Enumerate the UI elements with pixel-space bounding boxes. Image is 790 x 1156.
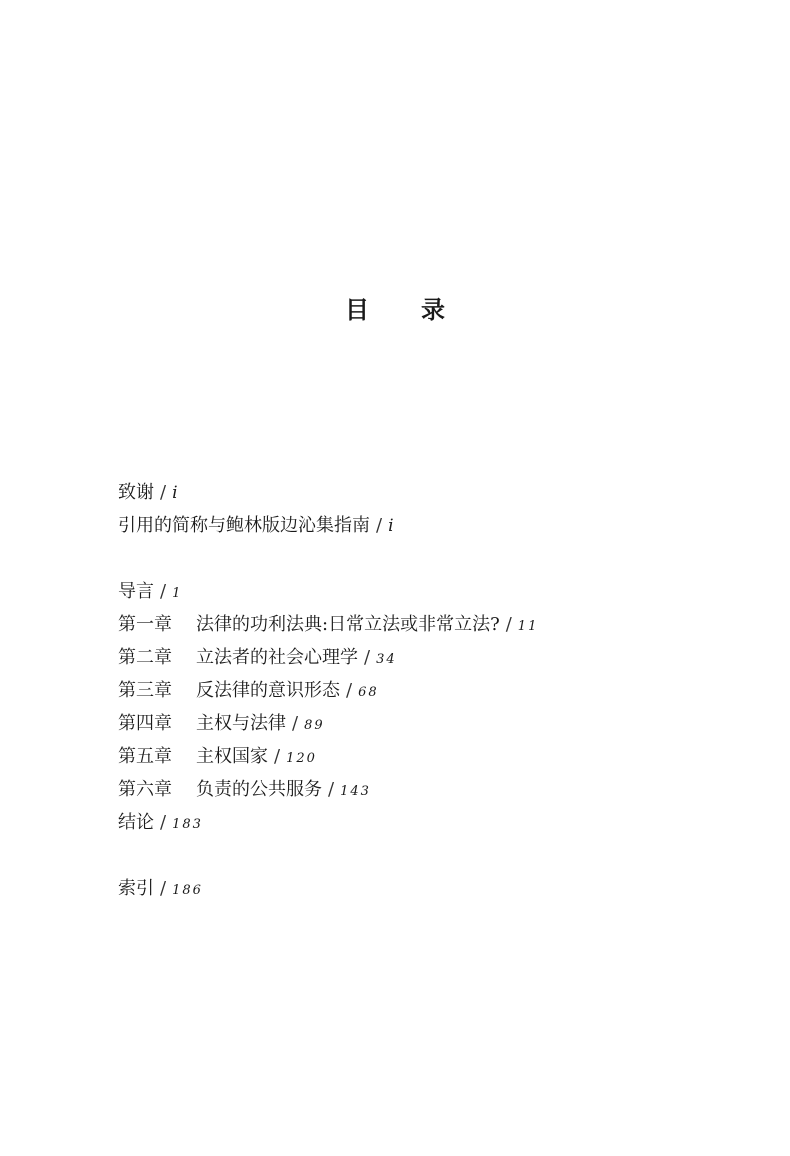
toc-separator: / [364,647,371,668]
toc-separator: / [160,482,167,503]
toc-entry-chapter-6[interactable] [118,773,718,806]
toc-entry-label: 索引 [118,878,154,899]
toc-page-number: 89 [304,718,325,733]
toc-page-number: 186 [172,883,203,898]
title-char-2: 录 [421,296,445,324]
title-char-1: 目 [345,296,369,324]
toc-entry-chapter-4[interactable] [118,707,718,740]
toc-entry-label: 主权国家 [196,746,268,767]
toc-separator: / [376,515,383,536]
toc-chapter-number: 第一章 [118,614,172,635]
toc-chapter-number: 第五章 [118,746,172,767]
toc-page-number: i [172,483,178,503]
toc-entry-conclusion[interactable] [118,806,718,839]
toc-entry-label: 主权与法律 [196,713,286,734]
toc-entry-introduction[interactable] [118,575,718,608]
toc-separator: / [346,680,353,701]
toc-entry-label: 负责的公共服务 [196,779,322,800]
toc-spacer [118,542,718,575]
toc-entry-label: 反法律的意识形态 [196,680,340,701]
toc-entry-chapter-5[interactable] [118,740,718,773]
toc-chapter-number: 第二章 [118,647,172,668]
toc-entry-acknowledgements[interactable] [118,476,718,509]
toc-page-number: 11 [517,619,539,634]
toc-page-number: 34 [376,652,397,667]
toc-page-number: 120 [286,751,317,766]
toc-page-number: 183 [172,817,203,832]
toc-entry-label: 立法者的社会心理学 [196,647,358,668]
toc-separator: / [505,614,512,635]
toc-spacer [118,839,718,872]
toc-entry-label: 结论 [118,812,154,833]
toc-separator: / [292,713,299,734]
toc-page-number: 68 [358,685,379,700]
toc-entry-label: 导言 [118,581,154,602]
toc-separator: / [328,779,335,800]
toc-entry-abbreviations-guide[interactable] [118,509,718,542]
toc-separator: / [160,581,167,602]
toc-page-number: 143 [340,784,371,799]
toc-entry-index[interactable] [118,872,718,905]
toc-entry-label: 致谢 [118,482,154,503]
table-of-contents [118,476,718,905]
page-title [0,290,790,325]
toc-entry-label: 引用的简称与鲍林版边沁集指南 [118,515,370,536]
toc-entry-chapter-3[interactable] [118,674,718,707]
toc-chapter-number: 第四章 [118,713,172,734]
toc-page-number: 1 [172,586,183,601]
toc-chapter-number: 第三章 [118,680,172,701]
toc-chapter-number: 第六章 [118,779,172,800]
toc-separator: / [160,812,167,833]
toc-entry-label: 法律的功利法典:日常立法或非常立法? [196,614,500,635]
toc-separator: / [160,878,167,899]
toc-entry-chapter-1[interactable] [118,608,718,641]
toc-page-number: i [388,516,394,536]
toc-separator: / [274,746,281,767]
toc-entry-chapter-2[interactable] [118,641,718,674]
